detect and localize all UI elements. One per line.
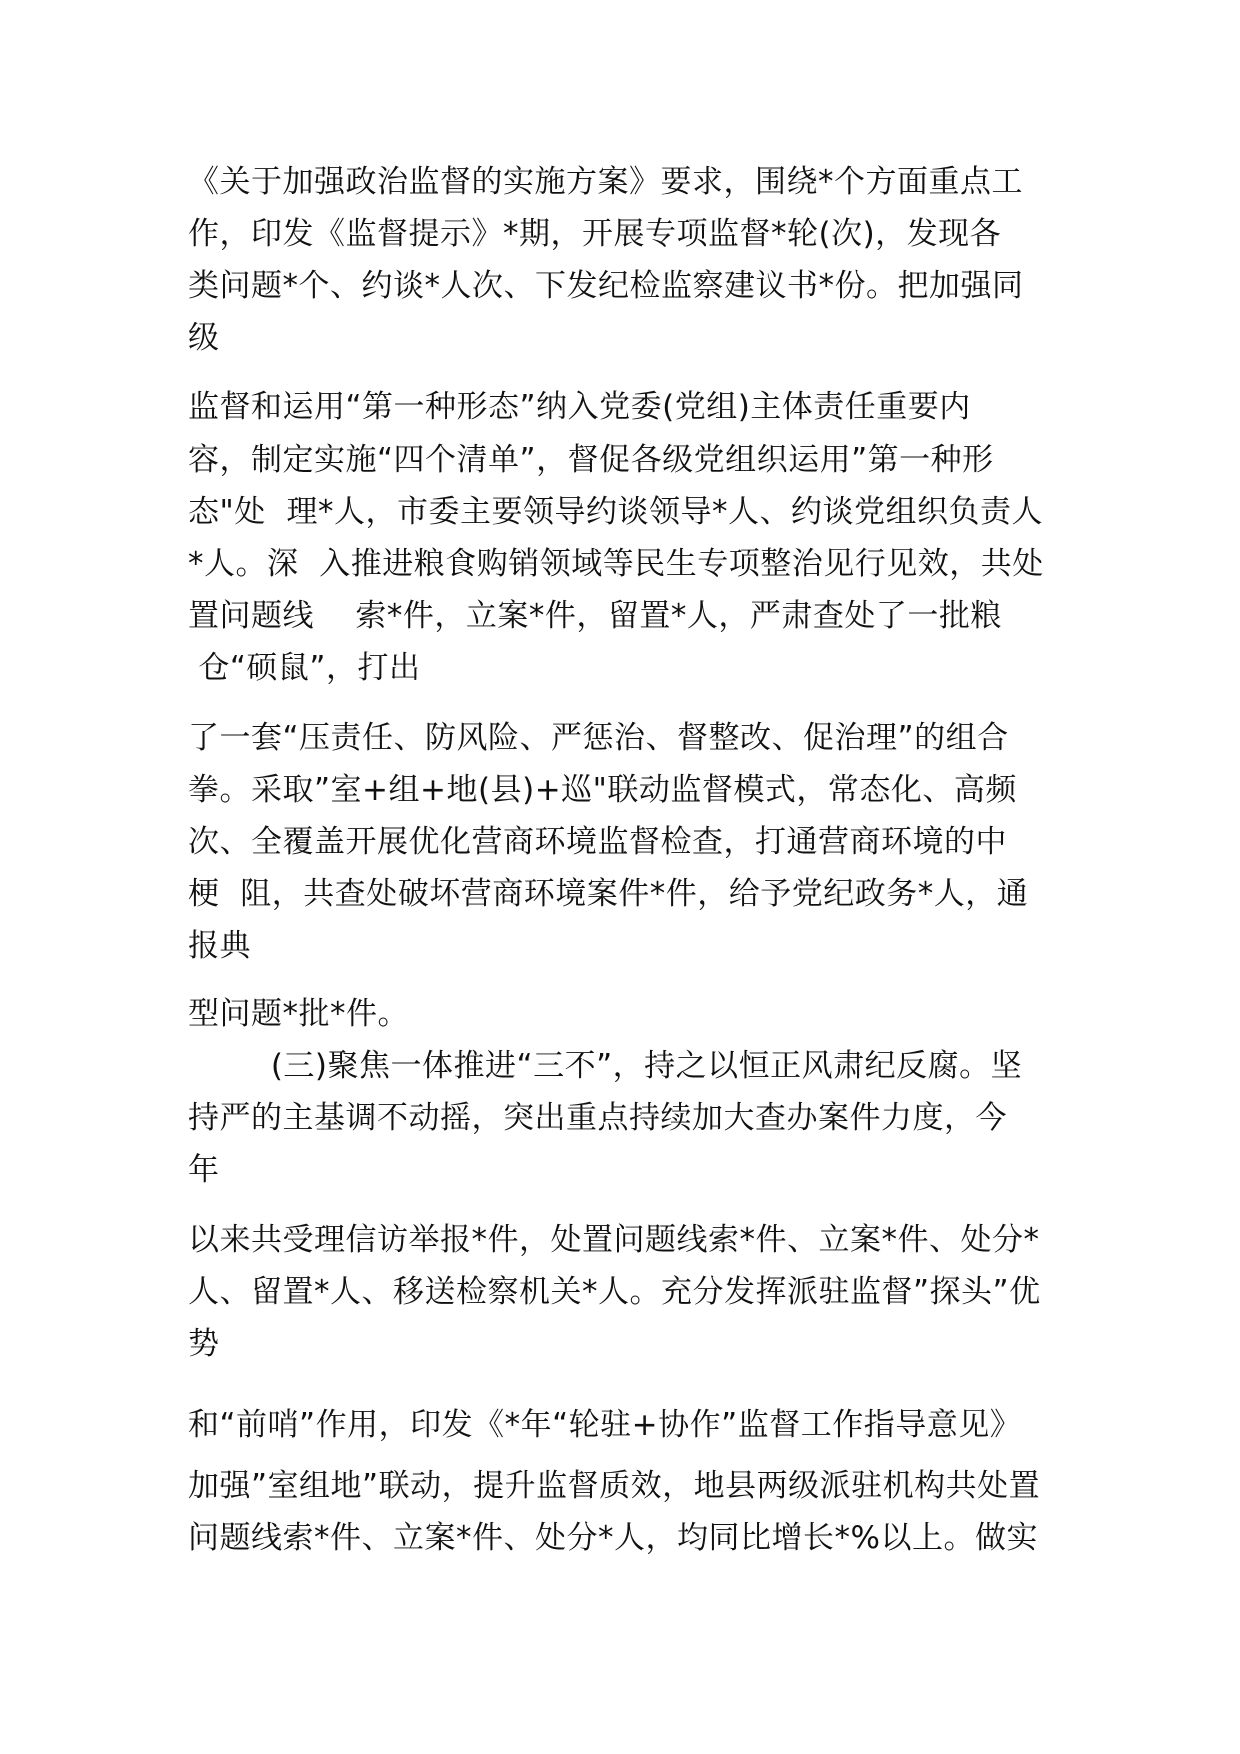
- text-line: 了一套“压责任、防风险、严惩治、督整改、促治理”的组合: [188, 720, 1009, 756]
- text-line: 型问题*批*件。: [188, 996, 409, 1032]
- text-line: (三)聚焦一体推进“三不”，持之以恒正风肃纪反腐。坚: [188, 1048, 1023, 1084]
- text-line: 类问题*个、约谈*人次、下发纪检监察建议书*份。把加强同: [188, 268, 1024, 304]
- text-line: 势: [188, 1326, 220, 1362]
- text-line: *人。深 入推进粮食购销领域等民生专项整治见行见效，共处: [188, 546, 1044, 582]
- text-line: 仓“硕鼠”，打出: [188, 650, 421, 686]
- text-line: 监督和运用“第一种形态”纳入党委(党组)主体责任重要内: [188, 389, 971, 425]
- text-line: 以来共受理信访举报*件，处置问题线索*件、立案*件、处分*: [188, 1222, 1040, 1258]
- text-line: 梗 阻，共查处破坏营商环境案件*件，给予党纪政务*人，通: [188, 876, 1029, 912]
- text-line: 次、全覆盖开展优化营商环境监督检查，打通营商环境的中: [188, 824, 1007, 860]
- text-line: 拳。采取”室+组+地(县)+巡"联动监督模式，常态化、高频: [188, 772, 1017, 808]
- text-line: 加强”室组地”联动，提升监督质效，地县两级派驻机构共处置: [188, 1468, 1041, 1504]
- text-line: 报典: [188, 928, 251, 964]
- text-line: 态"处 理*人，市委主要领导约谈领导*人、约谈党组织负责人: [188, 494, 1043, 530]
- text-line: 容，制定实施“四个清单”，督促各级党组织运用”第一种形: [188, 442, 994, 478]
- text-line: 作，印发《监督提示》*期，开展专项监督*轮(次)，发现各: [188, 216, 1002, 252]
- text-line: 问题线索*件、立案*件、处分*人，均同比增长*%以上。做实: [188, 1520, 1038, 1556]
- text-line: 年: [188, 1152, 220, 1188]
- text-line: 级: [188, 320, 220, 356]
- text-line: 和“前哨”作用，印发《*年“轮驻+协作”监督工作指导意见》: [188, 1407, 1022, 1443]
- text-line: 持严的主基调不动摇，突出重点持续加大查办案件力度，今: [188, 1100, 1007, 1136]
- text-line: 《关于加强政治监督的实施方案》要求，围绕*个方面重点工: [188, 164, 1023, 200]
- text-line: 置问题线 索*件，立案*件，留置*人，严肃查处了一批粮: [188, 598, 1002, 634]
- text-line: 人、留置*人、移送检察机关*人。充分发挥派驻监督”探头”优: [188, 1274, 1041, 1310]
